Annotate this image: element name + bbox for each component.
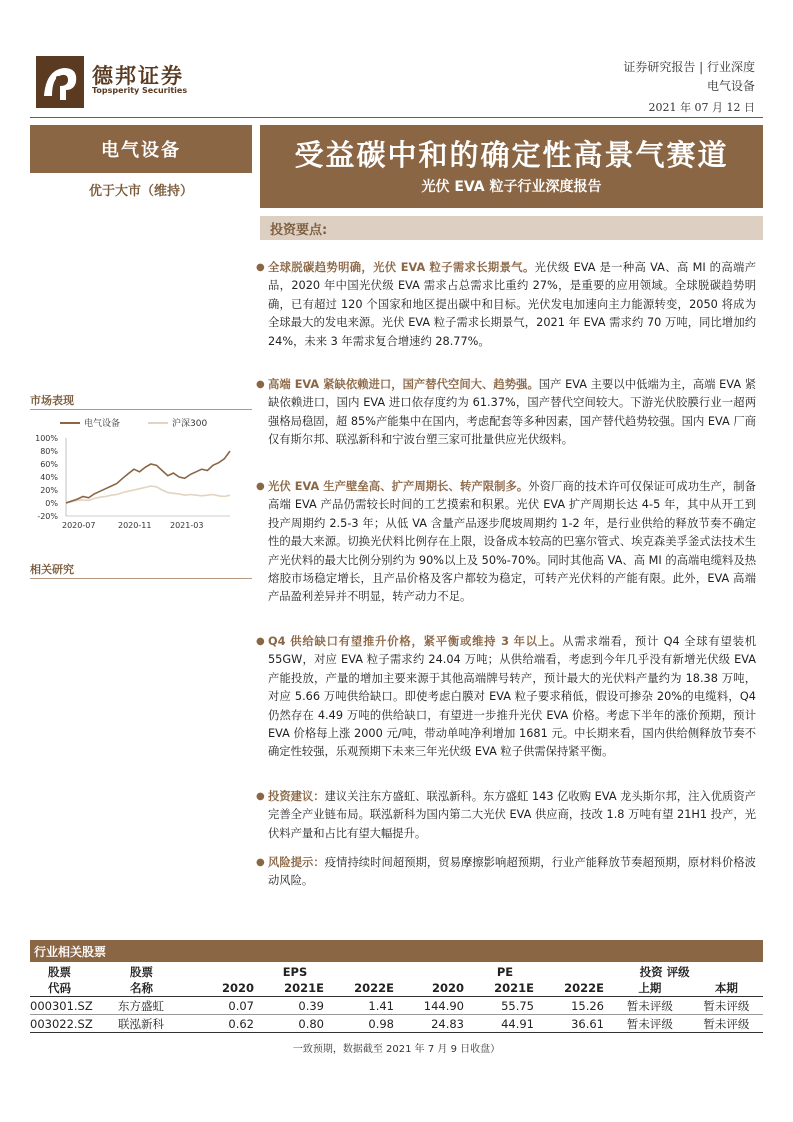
- y-tick-label: 80%: [40, 447, 58, 456]
- td: 暂未评级: [703, 998, 750, 1013]
- bullet-lead: 风险提示：: [268, 856, 325, 869]
- th: [330, 964, 400, 980]
- legend-label: 沪深300: [172, 419, 208, 429]
- report-sector: 电气设备: [706, 79, 755, 93]
- bullet-3: [256, 478, 756, 607]
- stock-table: [30, 964, 763, 1033]
- td: 000301.SZ: [30, 998, 93, 1013]
- th: 股票: [130, 965, 153, 979]
- td: 东方盛虹: [118, 998, 164, 1013]
- td: 1.41: [368, 998, 394, 1013]
- th: 投资 评级: [639, 965, 690, 979]
- bullet-lead: 全球脱碳趋势明确，光伏 EVA 粒子需求长期景气。: [268, 261, 535, 274]
- td: 0.39: [298, 998, 324, 1013]
- bullet-lead: Q4 供给缺口有望推升价格，紧平衡或维持 3 年以上。: [268, 635, 563, 648]
- bullet-1: [256, 259, 757, 351]
- th: 股票: [48, 965, 71, 979]
- td: 0.62: [228, 1016, 254, 1031]
- x-tick-label: 2021-03: [170, 521, 204, 530]
- td: 36.61: [571, 1016, 604, 1031]
- bullet-body: 外资厂商的技术许可仅保证可成功生产，制备高端 EVA 产品仍需较长时间的工艺摸索和积累。光伏 EVA 扩产周期长达 4-5 年，其中从开工到投产周期约 2.5-3 年；从低 VA 含量产品逐步爬坡周期约 1-2 年，是行业供给的释放节奏不确定性的最大来源。切换光伏料比例存在上限，设备成本较高的巴塞尔管式、埃克森美孚釜式法技术生产光伏料的最大比例分别约为 90%以上及 50%-70%。同时其他高 VA、高 MI 的高端电缆料及热熔胶市场稳定增长，且产品价格及客户都较为稳定，可转产光伏料的产能有限。此外，EVA 高端产品盈利差异并不明显，转产动力不足。: [268, 480, 756, 604]
- rating: 优于大市（维持）: [88, 184, 193, 199]
- th: PE: [496, 965, 514, 979]
- market-title: 市场表现: [30, 394, 74, 407]
- td: 0.80: [298, 1016, 324, 1031]
- th: [200, 964, 260, 980]
- x-tick-label: 2020-07: [62, 521, 96, 530]
- brand-name-en: Topsperity Securities: [92, 86, 188, 95]
- y-tick-label: 60%: [40, 460, 58, 469]
- y-tick-label: -20%: [37, 512, 58, 521]
- category-box: 电气设备: [30, 125, 252, 173]
- report-date: 2021 年 07 月 12 日: [648, 101, 755, 114]
- related-title: 相关研究: [30, 563, 74, 576]
- td: 55.75: [501, 998, 534, 1013]
- table-title: 行业相关股票: [34, 945, 107, 959]
- bullet-lead: 投资建议：: [268, 790, 325, 803]
- th: 2020: [431, 981, 464, 995]
- report-subtitle: 光伏 EVA 粒子行业深度报告: [421, 179, 602, 195]
- th: 名称: [130, 981, 153, 995]
- th: 本期: [714, 981, 738, 995]
- bullet-body: 从需求端看，预计 Q4 全球有望装机 55GW，对应 EVA 粒子需求约 24.04 万吨；从供给端看，考虑到今年几乎没有新增光伏级 EVA 产能投放，产量的增加主要来源于其他高端牌号转产，预计最大的光伏料产量约为 18.38 万吨，对应 5.66 万吨供给缺口。即使考虑白膜对 EVA 粒子要求稍低，假设可掺杂 20%的电缆料，Q4 仍然存在 4.49 万吨的供给缺口，有望进一步推升光伏 EVA 价格。考虑下半年的涨价预期，预计 EVA 价格每上涨 2000 元/吨，带动单吨净利增加 1681 元。中长期来看，国内供给侧释放节奏不确定性较强，乐观预期下未来三年光伏级 EVA 粒子供需保持紧平衡。: [268, 635, 756, 759]
- bullet-lead: 光伏 EVA 生产壁垒高、扩产周期长、转产限制多。: [268, 480, 529, 493]
- brand-logo-icon: [36, 56, 84, 108]
- bullet-dot-icon: ●: [256, 791, 265, 802]
- bullet-body: 疫情持续时间超预期，贸易摩擦影响超预期，行业产能释放节奏超预期，原材料价格波动风险。: [268, 856, 756, 888]
- y-tick-label: 20%: [40, 486, 58, 495]
- table-head-row: [30, 964, 763, 980]
- report-type: 证券研究报告 | 行业深度: [623, 60, 755, 74]
- td: 15.26: [571, 998, 604, 1013]
- bullet-dot-icon: ●: [256, 379, 265, 390]
- side-divider: [30, 409, 252, 410]
- header-divider: [30, 117, 763, 118]
- section-heading-bar: [260, 216, 763, 240]
- bullet-body: 国产 EVA 主要以中低端为主，高端 EVA 紧缺依赖进口，国内 EVA 进口依存度约为 61.37%，国产替代空间较大。下游光伏胶膜行业一超两强格局稳固，超 85%产能集中在国内，考虑配套等多种因素，国产替代趋势较强。国内 EVA 厂商仅有斯尔邦、联泓新科和宁波台塑三家可批量供应光伏级料。: [268, 378, 756, 447]
- th: 2021E: [284, 981, 324, 995]
- bullet-4: [256, 633, 756, 762]
- td: 44.91: [501, 1016, 534, 1031]
- th: 上期: [638, 981, 662, 995]
- td: 0.07: [228, 998, 254, 1013]
- bullet-body: 建议关注东方盛虹、联泓新科。东方盛虹 143 亿收购 EVA 龙头斯尔邦，注入优质资产完善全产业链布局。联泓新科为国内第二大光伏 EVA 供应商，技改 1.8 万吨有望 21H1 投产，光伏料产量和占比有望大幅提升。: [268, 790, 756, 840]
- table-note: 一致预期，数据截至 2021 年 7 月 9 日收盘）: [292, 1044, 501, 1055]
- td: 暂未评级: [703, 1016, 750, 1031]
- th: [400, 964, 470, 980]
- th: [540, 964, 610, 980]
- bullet-6: [256, 854, 756, 891]
- table-row: [30, 1015, 763, 1033]
- bullet-dot-icon: ●: [256, 636, 265, 647]
- y-tick-label: 40%: [40, 473, 58, 482]
- report-title: 受益碳中和的确定性高景气赛道: [294, 138, 729, 172]
- legend-label: 电气设备: [84, 419, 121, 429]
- table-head-row: [30, 980, 763, 997]
- td: 联泓新科: [118, 1016, 164, 1031]
- th: 2022E: [354, 981, 394, 995]
- bullet-lead: 高端 EVA 紧缺依赖进口，国产替代空间大、趋势强。: [268, 378, 539, 391]
- bullet-dot-icon: ●: [256, 857, 265, 868]
- bullet-2: [256, 376, 756, 450]
- y-tick-label: 100%: [35, 434, 58, 443]
- table-row: [30, 997, 763, 1015]
- td: 暂未评级: [626, 1016, 673, 1031]
- side-divider: [30, 578, 252, 579]
- bullet-5: [256, 788, 756, 843]
- th: EPS: [282, 965, 308, 979]
- bullet-dot-icon: ●: [256, 481, 265, 492]
- td: 24.83: [431, 1016, 464, 1031]
- section-heading: 投资要点:: [270, 223, 328, 238]
- y-tick-label: 0%: [45, 499, 58, 508]
- th: 代码: [48, 981, 71, 995]
- td: 暂未评级: [626, 998, 673, 1013]
- bullet-dot-icon: ●: [256, 262, 265, 273]
- td: 0.98: [368, 1016, 394, 1031]
- series-line-沪深300: [66, 486, 230, 503]
- th: 2020: [221, 981, 254, 995]
- td: 003022.SZ: [30, 1016, 93, 1031]
- x-tick-label: 2020-11: [118, 521, 152, 530]
- bullet-body: 光伏级 EVA 是一种高 VA、高 MI 的高端产品，2020 年中国光伏级 EVA 需求占总需求比重约 27%，是重要的应用领域。全球脱碳趋势明确，已有超过 120 个国家和地区提出碳中和目标。光伏发电加速向主力能源转变，2050 将成为全球最大的发电来源。光伏 EVA 粒子需求长期景气，2021 年 EVA 需求约 70 万吨，同比增加约 24%，未来 3 年需求复合增速约 28.77%。: [268, 261, 757, 348]
- th: [690, 964, 763, 980]
- brand-name-cn: 德邦证券: [92, 64, 184, 88]
- th: 2021E: [494, 981, 534, 995]
- th: 2022E: [564, 981, 604, 995]
- table-title-bar: [30, 940, 763, 962]
- td: 144.90: [423, 998, 464, 1013]
- market-chart: [30, 412, 252, 532]
